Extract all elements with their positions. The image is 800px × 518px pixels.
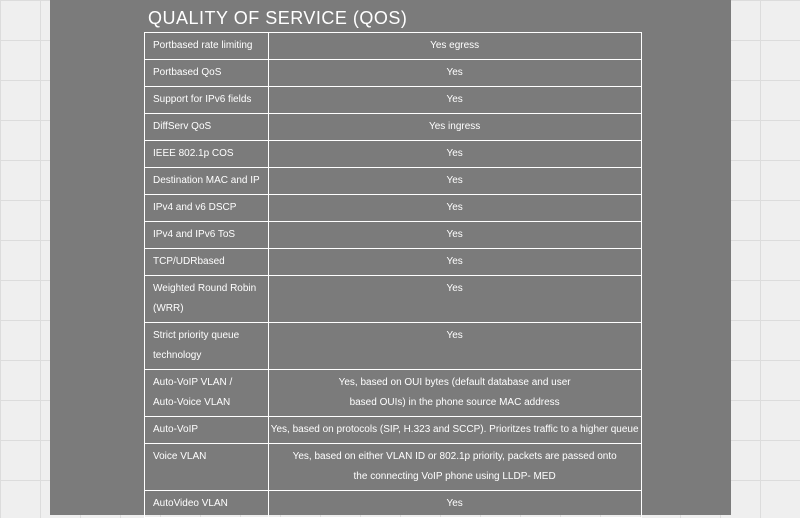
- feature-value-cell: [268, 249, 641, 276]
- feature-value-cell: [268, 276, 641, 323]
- feature-label-cell: [145, 87, 269, 114]
- feature-value: Yes ingress: [428, 121, 481, 132]
- feature-label: IPv4 and IPv6 ToS: [153, 229, 236, 240]
- feature-value-cell: [268, 168, 641, 195]
- feature-value: Yes, based on OUI bytes (default database and user: [338, 377, 571, 388]
- feature-label: Portbased QoS: [153, 67, 222, 78]
- feature-label: TCP/UDRbased: [153, 256, 225, 267]
- feature-label-cell: [145, 417, 269, 444]
- feature-label: DiffServ QoS: [153, 121, 212, 132]
- table-row: [145, 87, 642, 114]
- feature-value: Yes, based on protocols (SIP, H.323 and SCCP). Prioritzes traffic to a higher queue: [270, 424, 639, 435]
- feature-value: Yes, based on either VLAN ID or 802.1p priority, packets are passed onto: [292, 451, 617, 462]
- table-row: [145, 370, 642, 417]
- feature-label-cell: [145, 114, 269, 141]
- feature-label: Support for IPv6 fields: [153, 94, 252, 105]
- table-row: [145, 222, 642, 249]
- feature-value-cell: [268, 87, 641, 114]
- feature-value-cell: [268, 323, 641, 370]
- feature-value: Yes egress: [430, 40, 480, 51]
- feature-value: Yes: [446, 175, 463, 186]
- feature-label-cell: [145, 444, 269, 491]
- feature-label-cell: [145, 222, 269, 249]
- table-row: [145, 276, 642, 323]
- feature-value: Yes: [446, 229, 463, 240]
- feature-value: based OUIs) in the phone source MAC address: [349, 397, 560, 408]
- table-row: [145, 60, 642, 87]
- table-row: [145, 168, 642, 195]
- feature-value: Yes: [446, 148, 463, 159]
- feature-label-cell: [145, 141, 269, 168]
- table-row: [145, 249, 642, 276]
- section-title: QUALITY OF SERVICE (QOS): [148, 8, 408, 28]
- feature-value: the connecting VoIP phone using LLDP- MED: [353, 471, 556, 482]
- feature-label: AutoVideo VLAN: [153, 498, 228, 509]
- feature-value-cell: [268, 491, 641, 518]
- table-row: [145, 114, 642, 141]
- feature-value: Yes: [446, 283, 463, 294]
- feature-value: Yes: [446, 498, 463, 509]
- feature-label: IPv4 and v6 DSCP: [153, 202, 237, 213]
- feature-label-cell: [145, 168, 269, 195]
- feature-value-cell: [268, 222, 641, 249]
- feature-value-cell: [268, 60, 641, 87]
- qos-spec-table: [144, 32, 642, 518]
- feature-label-cell: [145, 276, 269, 323]
- feature-label: (WRR): [153, 303, 184, 314]
- feature-value: Yes: [446, 202, 463, 213]
- feature-value-cell: [268, 141, 641, 168]
- feature-label-cell: [145, 249, 269, 276]
- feature-value-cell: [268, 370, 641, 417]
- feature-label: Destination MAC and IP: [153, 175, 260, 186]
- feature-label: technology: [153, 350, 202, 361]
- table-row: [145, 444, 642, 491]
- feature-value: Yes: [446, 256, 463, 267]
- feature-label: Strict priority queue: [153, 330, 240, 341]
- table-row: [145, 417, 642, 444]
- feature-label-cell: [145, 370, 269, 417]
- feature-label: Portbased rate limiting: [153, 40, 253, 51]
- feature-label-cell: [145, 60, 269, 87]
- feature-label: Voice VLAN: [153, 451, 207, 462]
- feature-value-cell: [268, 444, 641, 491]
- feature-label-cell: [145, 491, 269, 518]
- table-row: [145, 195, 642, 222]
- feature-label-cell: [145, 195, 269, 222]
- feature-label: Weighted Round Robin: [153, 283, 257, 294]
- feature-value: Yes: [446, 67, 463, 78]
- table-row: [145, 491, 642, 518]
- feature-value-cell: [268, 417, 641, 444]
- feature-value-cell: [268, 195, 641, 222]
- feature-label: Auto-VoIP VLAN /: [153, 377, 233, 388]
- feature-value: Yes: [446, 330, 463, 341]
- feature-value-cell: [268, 114, 641, 141]
- table-row: [145, 141, 642, 168]
- feature-value-cell: [268, 33, 641, 60]
- feature-label-cell: [145, 323, 269, 370]
- feature-value: Yes: [446, 94, 463, 105]
- feature-label-cell: [145, 33, 269, 60]
- feature-label: IEEE 802.1p COS: [153, 148, 234, 159]
- feature-label: Auto-Voice VLAN: [153, 397, 231, 408]
- table-row: [145, 323, 642, 370]
- feature-label: Auto-VoIP: [153, 424, 199, 435]
- table-row: [145, 33, 642, 60]
- content-panel: [50, 0, 731, 515]
